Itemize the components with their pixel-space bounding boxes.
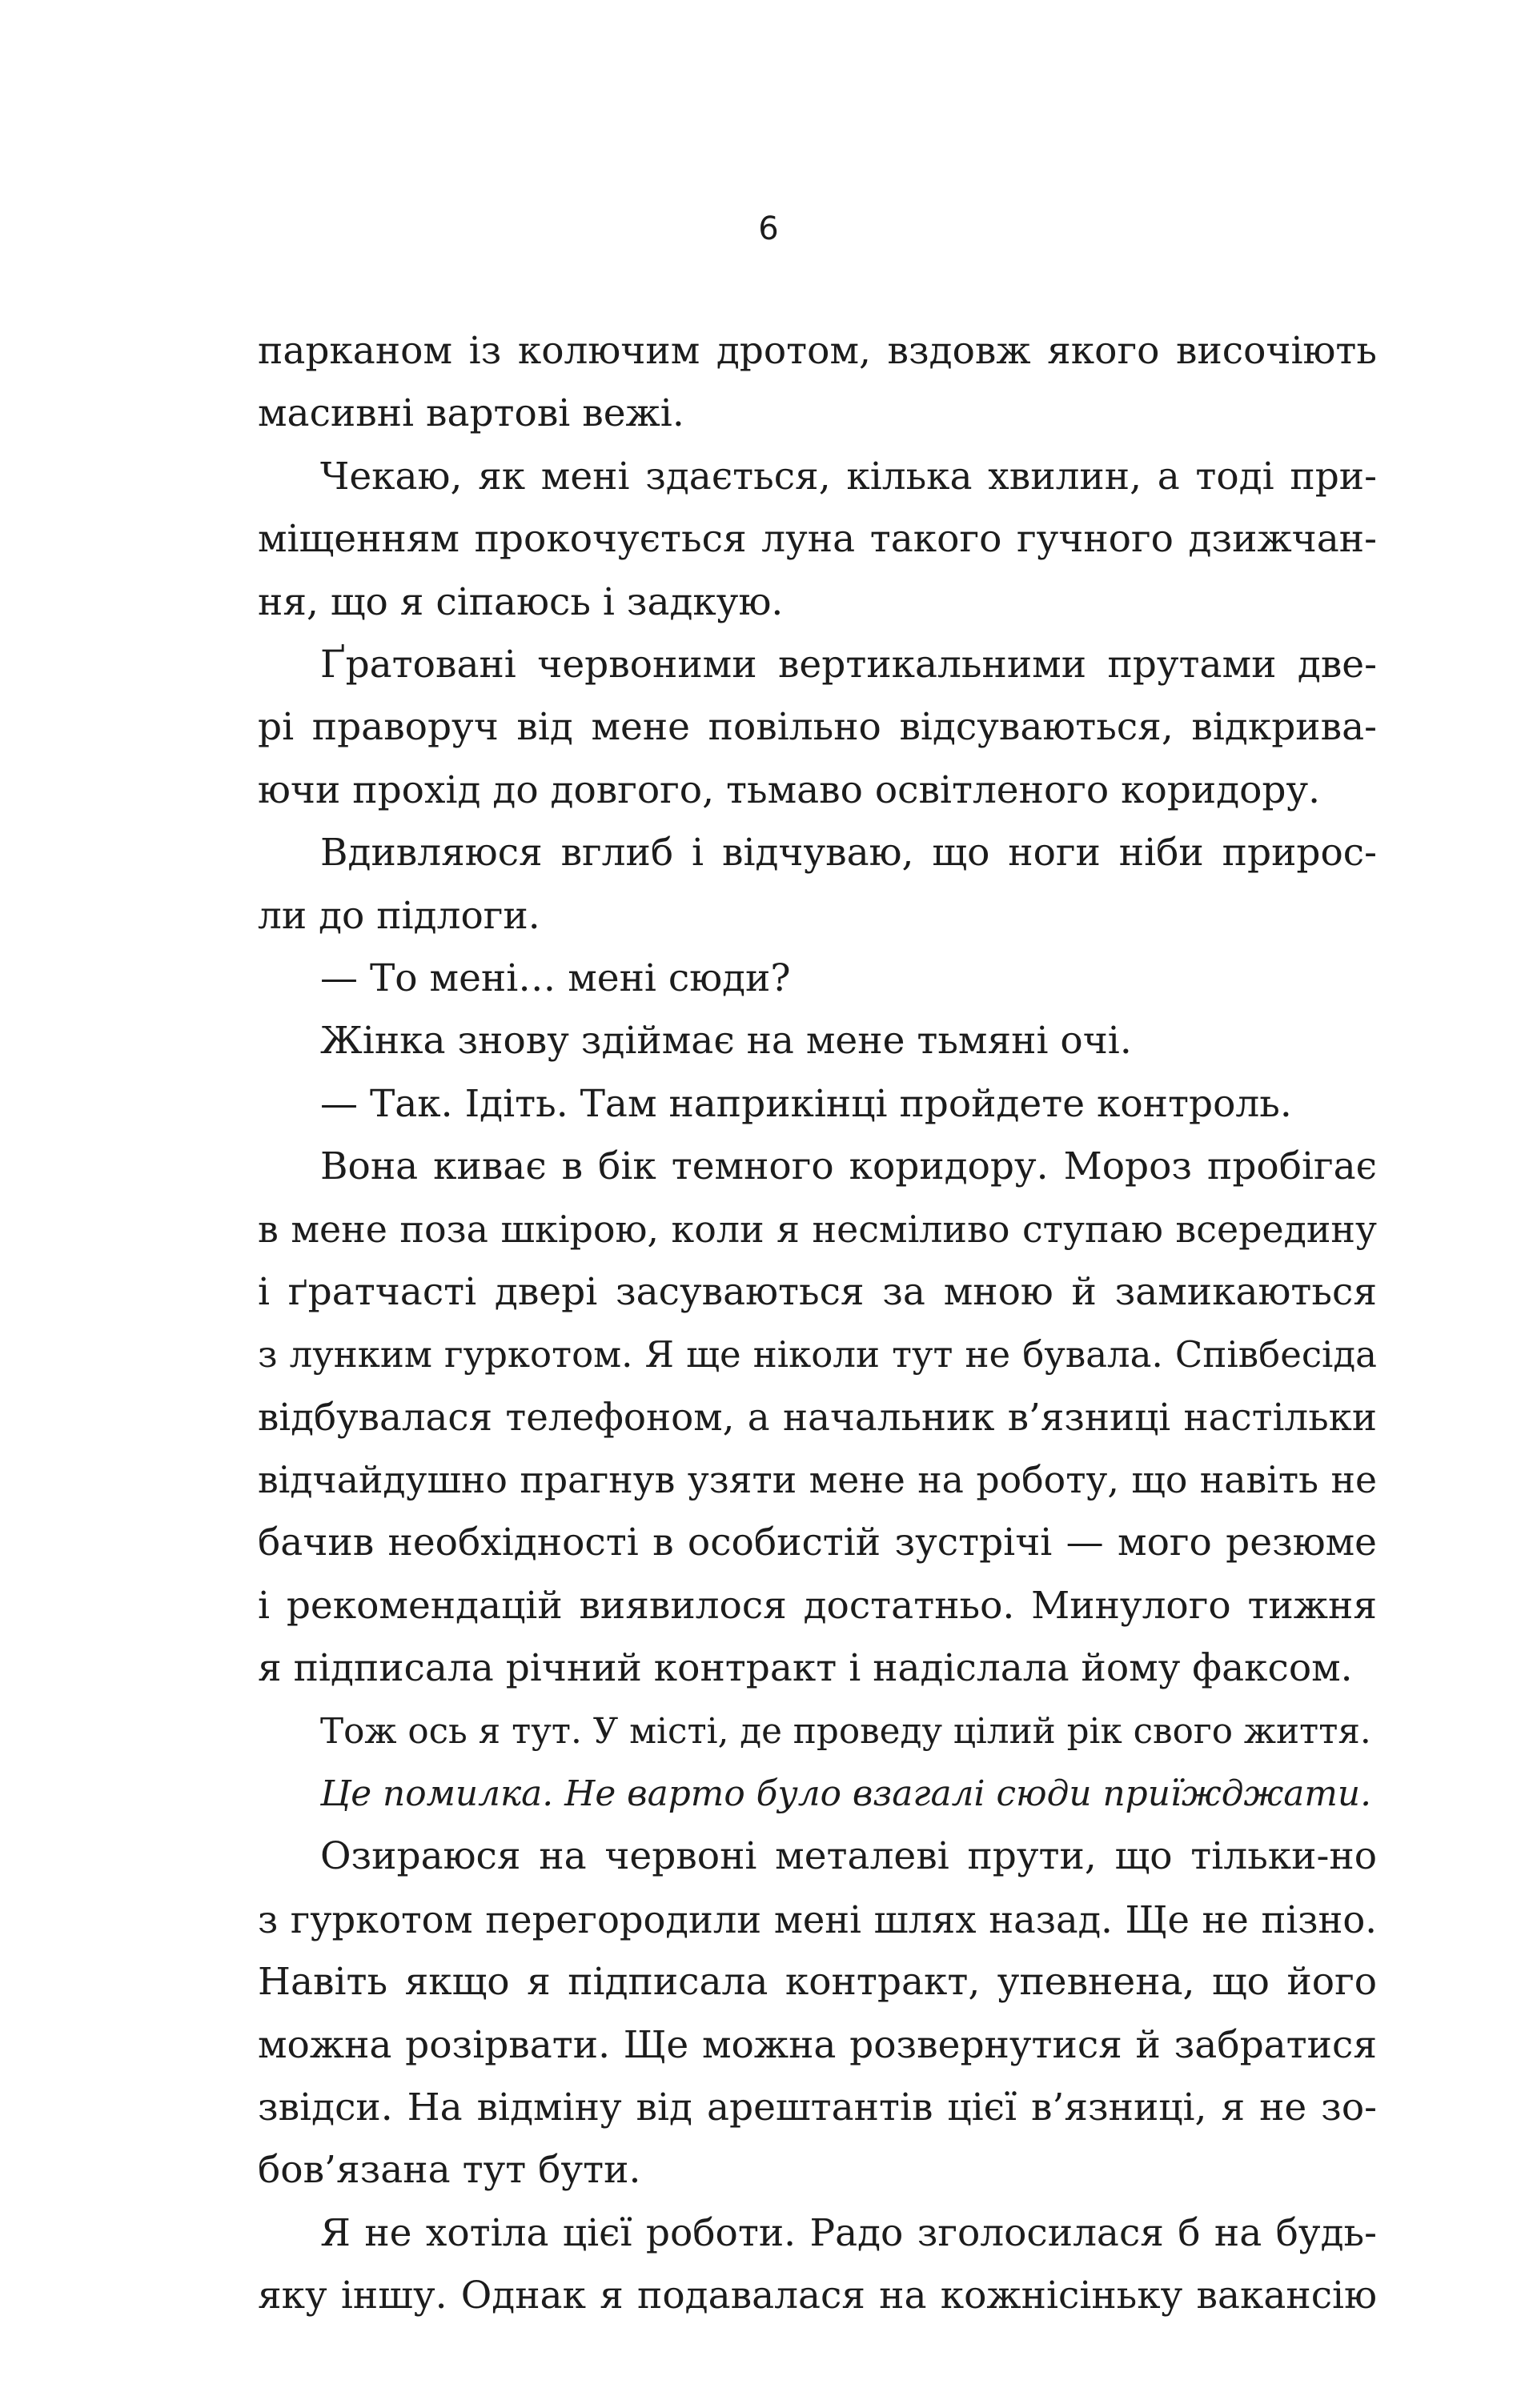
text-line: ня, що я сіпаюсь і задкую.	[258, 579, 784, 624]
text-line: і ґратчасті двері засуваються за мною й замикаються	[258, 1269, 1377, 1314]
text-line: бачив необхідності в особистій зустрічі — мого резюме	[258, 1521, 1377, 1565]
text-line: Ґратовані червоними вертикальними прутами две-	[320, 642, 1377, 687]
text-line: Вона киває в бік темного коридору. Мороз пробігає	[320, 1144, 1377, 1189]
text-line: відчайдушно прагнув узяти мене на роботу, що навіть не	[258, 1459, 1377, 1502]
text-line: Чекаю, як мені здається, кілька хвилин, а тоді при-	[320, 454, 1377, 499]
text-line: парканом із колючим дротом, вздовж якого височіють	[258, 329, 1377, 373]
text-line: бов’язана тут бути.	[258, 2148, 641, 2193]
text-line: ли до підлоги.	[258, 893, 540, 938]
text-line: відбувалася телефоном, а начальник в’язниці настільки	[258, 1396, 1377, 1440]
text-line: — Так. Ідіть. Там наприкінці пройдете контроль.	[320, 1081, 1292, 1126]
text-line: звідси. На відміну від арештантів цієї в’язниці, я не зо-	[258, 2085, 1377, 2130]
text-line: Навіть якщо я підписала контракт, упевнена, що його	[258, 1960, 1377, 2005]
text-line: ючи прохід до довгого, тьмаво освітленого коридору.	[258, 767, 1321, 812]
page-number: 6	[758, 210, 779, 247]
text-line: рі праворуч від мене повільно відсуваються, відкрива-	[258, 705, 1377, 750]
text-line: і рекомендацій виявилося достатньо. Минулого тижня	[258, 1583, 1377, 1628]
text-line: можна розірвати. Ще можна розвернутися й забратися	[258, 2022, 1377, 2067]
text-line: — То мені… мені сюди?	[320, 956, 791, 1000]
text-line: Тож ось я тут. У місті, де проведу цілий рік свого життя.	[320, 1710, 1371, 1752]
text-line: з гуркотом перегородили мені шлях назад. Ще не пізно.	[258, 1897, 1377, 1941]
text-line: я підписала річний контракт і надіслала йому факсом.	[258, 1646, 1353, 1691]
text-line: Я не хотіла цієї роботи. Радо зголосилася б на будь-	[320, 2210, 1377, 2255]
text-line: в мене поза шкірою, коли я несміливо ступаю всередину	[258, 1208, 1377, 1252]
text-line: міщенням прокочується луна такого гучного дзижчан-	[258, 517, 1377, 562]
text-line: яку іншу. Однак я подавалася на кожнісіньку вакансію	[258, 2274, 1377, 2318]
text-line: масивні вартові вежі.	[258, 391, 684, 436]
text-line: з лунким гуркотом. Я ще ніколи тут не бувала. Співбесіда	[258, 1333, 1377, 1376]
text-line: Жінка знову здіймає на мене тьмяні очі.	[320, 1019, 1132, 1064]
text-line: Озираюся на червоні металеві прути, що тільки-но	[320, 1834, 1377, 1879]
text-line: Це помилка. Не варто було взагалі сюди приїжджати.	[320, 1773, 1372, 1814]
text-line: Вдивляюся вглиб і відчуваю, що ноги ніби прирос-	[320, 831, 1377, 875]
body-text	[258, 320, 1377, 2328]
